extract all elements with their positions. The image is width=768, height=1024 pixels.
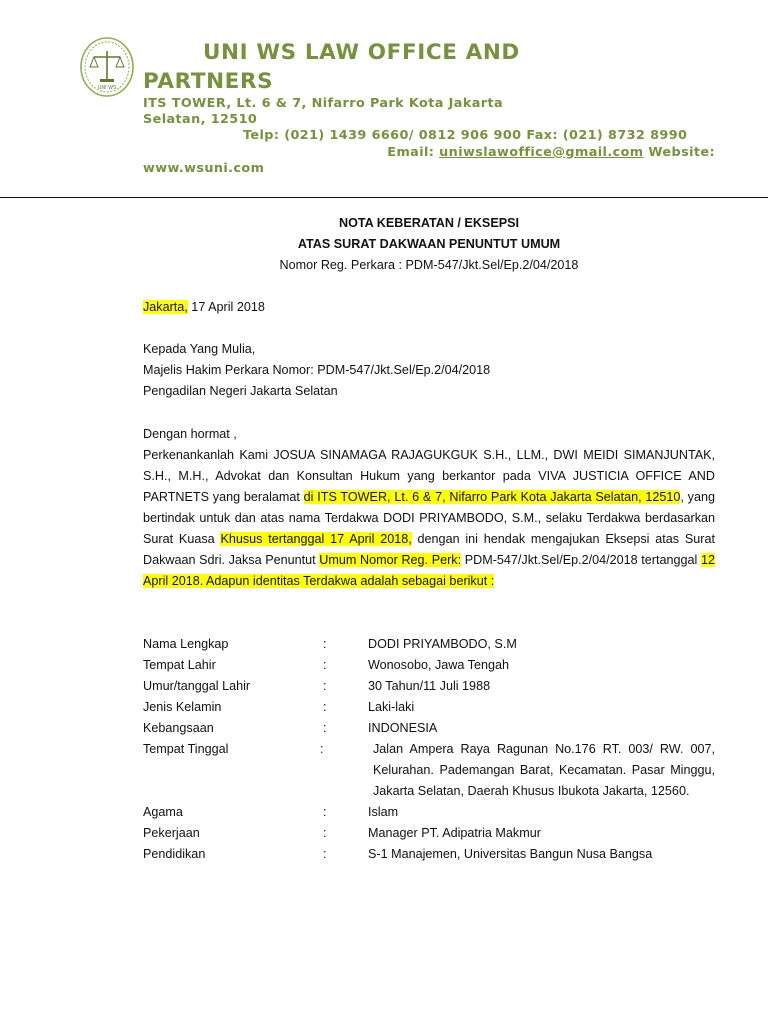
firm-name [143, 38, 715, 96]
paragraph-text: PDM-547/Jkt.Sel/Ep.2/04/2018 tertanggal [461, 553, 701, 567]
identity-value: INDONESIA [368, 721, 438, 735]
identity-colon: : [323, 700, 327, 714]
identity-row [143, 634, 715, 655]
identity-label: Tempat Tinggal [143, 742, 229, 756]
identity-row [143, 718, 715, 739]
identity-label: Agama [143, 805, 183, 819]
document-date [143, 297, 715, 318]
recipient-line-2: Majelis Hakim Perkara Nomor: PDM-547/Jkt.Sel/Ep.2/04/2018 [143, 363, 491, 377]
firm-phone-fax: Telp: (021) 1439 6660/ 0812 906 900 Fax: (021) 8732 8990 [243, 128, 688, 143]
identity-value: 30 Tahun/11 Juli 1988 [368, 679, 491, 693]
identity-label: Pekerjaan [143, 826, 200, 840]
identity-value: Manager PT. Adipatria Makmur [368, 826, 541, 840]
paragraph-text: Perkenankanlah Kami JOSUA SINAMAGA RAJAGUKGUK S.H., LLM., DWI MEIDI SIMANJUNTAK, S.H., M.H., Advokat dan Konsultan Hukum yang berkantor pada VIVA JUSTICIA OFFICE AND PARTNETS yang beralamat [143, 448, 715, 504]
highlighted-text: Khusus tertanggal 17 April 2018, [220, 532, 412, 546]
identity-value: Wonosobo, Jawa Tengah [368, 658, 509, 672]
defendant-identity-table [143, 634, 715, 865]
identity-colon: : [323, 679, 327, 693]
identity-colon: : [320, 742, 324, 756]
place-highlight: Jakarta, [143, 300, 188, 314]
body-paragraph [143, 445, 715, 592]
identity-value: Laki-laki [368, 700, 415, 714]
highlighted-text: Umum Nomor Reg. Perk: [319, 553, 462, 567]
identity-value: Jalan Ampera Raya Ragunan No.176 RT. 003/ RW. 007, Kelurahan. Pademangan Barat, Kecamatan. Pasar Minggu, Jakarta Selatan, Daerah Khusus Ibukota Jakarta, 12560. [373, 742, 715, 798]
letterhead-divider [0, 197, 768, 198]
identity-label: Jenis Kelamin [143, 700, 222, 714]
identity-row [143, 844, 715, 865]
identity-label: Pendidikan [143, 847, 206, 861]
firm-name-line-2: PARTNERS [143, 69, 274, 94]
identity-row [143, 823, 715, 844]
identity-row [143, 655, 715, 676]
identity-label: Umur/tanggal Lahir [143, 679, 251, 693]
identity-colon: : [323, 805, 327, 819]
svg-text:UNI WS: UNI WS [97, 85, 117, 91]
case-register-number: Nomor Reg. Perkara : PDM-547/Jkt.Sel/Ep.2/04/2018 [279, 258, 579, 272]
firm-address-line-1: ITS TOWER, Lt. 6 & 7, Nifarro Park Kota Jakarta [143, 96, 504, 111]
recipient-block [143, 339, 715, 402]
identity-value: S-1 Manajemen, Universitas Bangun Nusa Bangsa [368, 847, 653, 861]
identity-colon: : [323, 637, 327, 651]
identity-label: Kebangsaan [143, 721, 214, 735]
highlighted-text: 12 April 2018. Adapun identitas Terdakwa adalah sebagai berikut : [143, 553, 715, 588]
firm-logo [80, 37, 134, 97]
email-label: Email: [387, 145, 435, 160]
paragraph-text: , yang bertindak untuk dan atas nama Terdakwa DODI PRIYAMBODO, S.M., selaku Terdakwa berdasarkan Surat Kuasa [143, 490, 715, 546]
greeting: Dengan hormat , [143, 427, 237, 441]
identity-row [143, 697, 715, 718]
highlighted-text: di ITS TOWER, Lt. 6 & 7, Nifarro Park Kota Jakarta Selatan, 12510 [303, 490, 681, 504]
identity-colon: : [323, 658, 327, 672]
document-title-2: ATAS SURAT DAKWAAN PENUNTUT UMUM [297, 237, 561, 251]
identity-colon: : [323, 847, 327, 861]
firm-contact [143, 145, 715, 177]
scales-of-justice-icon [80, 37, 134, 97]
identity-row [143, 739, 715, 802]
paragraph-text: dengan ini hendak mengajukan Eksepsi atas Surat Dakwaan Sdri. Jaksa Penuntut [143, 532, 715, 567]
date-text: 17 April 2018 [187, 300, 265, 314]
email-link[interactable]: uniwslawoffice@gmail.com [439, 145, 644, 160]
firm-name-line-1: UNI WS LAW OFFICE AND [203, 40, 520, 65]
recipient-line-3: Pengadilan Negeri Jakarta Selatan [143, 384, 338, 398]
identity-colon: : [323, 721, 327, 735]
firm-address-line-2: Selatan, 12510 [143, 112, 258, 127]
identity-row [143, 676, 715, 697]
recipient-line-1: Kepada Yang Mulia, [143, 342, 256, 356]
website-label: Website: [648, 145, 715, 160]
identity-value: Islam [368, 805, 399, 819]
identity-label: Tempat Lahir [143, 658, 216, 672]
identity-value: DODI PRIYAMBODO, S.M [368, 637, 517, 651]
document-title-1: NOTA KEBERATAN / EKSEPSI [338, 216, 520, 230]
identity-row [143, 802, 715, 823]
identity-colon: : [323, 826, 327, 840]
firm-address [143, 96, 715, 128]
website-link[interactable]: www.wsuni.com [143, 161, 265, 176]
identity-label: Nama Lengkap [143, 637, 229, 651]
